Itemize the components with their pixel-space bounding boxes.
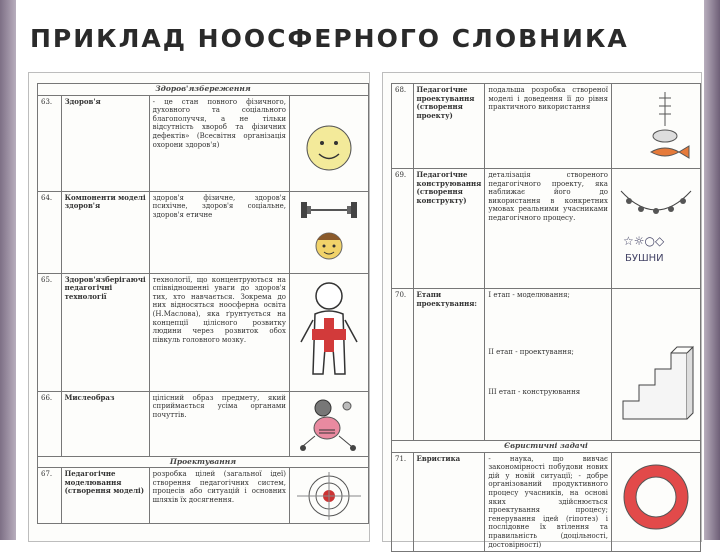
left-page — [28, 72, 370, 542]
section-header-row — [392, 441, 701, 453]
row-definition: технології, що концентруються на співвідношенні уваги до здоров'я тих, хто навчається. Зокрема до них відносяться ноосферна освіта (Н.Маслова), яка ґрунтується на концепції цілісного розвитку людини через розвиток обох півкуль головного мозку. — [149, 273, 289, 391]
right-dictionary-table — [391, 83, 701, 552]
left-decor-bar — [0, 0, 16, 540]
row-definition: здоров'я фізичне, здоров'я психічне, здоров'я соціальне, здоров'я етичне — [149, 191, 289, 273]
row-term: Здоров'язберігаючі педагогічні технології — [61, 273, 149, 391]
row-definition: розробка цілей (загальної ідеї) створення педагогічних систем, процесів або ситуацій і основних шляхів їх досягнення. — [149, 468, 289, 524]
row-number: 63. — [38, 95, 62, 191]
right-page — [382, 72, 702, 549]
row-definition: - це стан повного фізичного, духовного та соціального благополуччя, а не тільки відсутність хвороб та фізичних дефектів» (Всесвітня організація охорони здоров'я) — [149, 95, 289, 191]
table-row — [392, 452, 701, 552]
row-number: 65. — [38, 273, 62, 391]
row-definition: - наука, що вивчає закономірності побудови нових дій у новій ситуації; - добре організований продуктивного процесу учасників, на основі яких здійснюється проектування процесу; генерування ідей (гіпотез) і послідовне їх втілення та правильність (доцільності, достовірності) — [485, 452, 612, 552]
row-illustration — [289, 95, 368, 191]
row-definition: деталізація створеного педагогічного проекту, яка наближає його до використання в конкретних умовах реальними учасниками педагогічного процесу. — [485, 169, 612, 289]
row-definition — [485, 289, 612, 441]
table-row — [38, 468, 369, 524]
row-illustration — [611, 84, 700, 169]
smiley-face-icon — [293, 98, 365, 188]
row-term: Здоров'я — [61, 95, 149, 191]
row-illustration — [289, 391, 368, 456]
row-illustration — [289, 191, 368, 273]
table-row — [392, 289, 701, 441]
table-row — [38, 273, 369, 391]
sensory-head-icon — [293, 394, 365, 454]
row-number: 68. — [392, 84, 414, 169]
table-row — [38, 95, 369, 191]
section-header-health: Здоров'язбереження — [38, 84, 369, 96]
right-decor-bar — [704, 0, 720, 540]
row-term: Евристика — [413, 452, 485, 552]
row-term: Мислеобраз — [61, 391, 149, 456]
dumbbell-and-child-icon — [293, 194, 365, 270]
table-row — [38, 191, 369, 273]
caption-word: БУШНИ — [624, 253, 664, 264]
svg-text:☆☼○◇: ☆☼○◇ — [622, 234, 665, 248]
row-number: 71. — [392, 452, 414, 552]
row-definition: цілісний образ предмету, який сприймається усіма органами почуттів. — [149, 391, 289, 456]
section-header-row — [38, 456, 369, 468]
table-row — [392, 84, 701, 169]
row-term: Педагогічне проектування (створення проекту) — [413, 84, 485, 169]
row-number: 70. — [392, 289, 414, 441]
lifebuoy-icon — [615, 455, 697, 539]
page-title: ПРИКЛАД НООСФЕРНОГО СЛОВНИКА — [30, 24, 629, 53]
staircase-icon — [615, 291, 697, 431]
section-header-row — [38, 84, 369, 96]
row-illustration — [289, 273, 368, 391]
target-icon — [293, 470, 365, 520]
left-dictionary-table — [37, 83, 369, 524]
row-illustration — [611, 452, 700, 552]
section-header-heuristic: Євристичні задачі — [392, 441, 701, 453]
stage-one: I етап - моделювання; — [488, 291, 570, 299]
table-row — [38, 391, 369, 456]
stage-two: II етап - проектування; — [488, 347, 574, 356]
row-number: 66. — [38, 391, 62, 456]
fish-and-bone-icon — [615, 86, 697, 166]
row-term: Етапи проектування: — [413, 289, 485, 441]
section-header-design: Проектування — [38, 456, 369, 468]
table-row — [392, 169, 701, 289]
row-illustration — [611, 289, 700, 441]
row-number: 69. — [392, 169, 414, 289]
necklace-and-shapes-icon — [615, 171, 697, 267]
stage-three: III етап - конструювання — [488, 388, 581, 397]
row-term: Педагогічне моделювання (створення моделі) — [61, 468, 149, 524]
row-illustration — [289, 468, 368, 524]
row-number: 67. — [38, 468, 62, 524]
row-number: 64. — [38, 191, 62, 273]
row-definition: подальша розробка створеної моделі і доведення її до рівня практичного використання — [485, 84, 612, 169]
row-term: Педагогічне конструювання (створення конструкту) — [413, 169, 485, 289]
row-term: Компоненти моделі здоров'я — [61, 191, 149, 273]
row-illustration — [611, 169, 700, 289]
medical-cross-figure-icon — [293, 276, 365, 388]
